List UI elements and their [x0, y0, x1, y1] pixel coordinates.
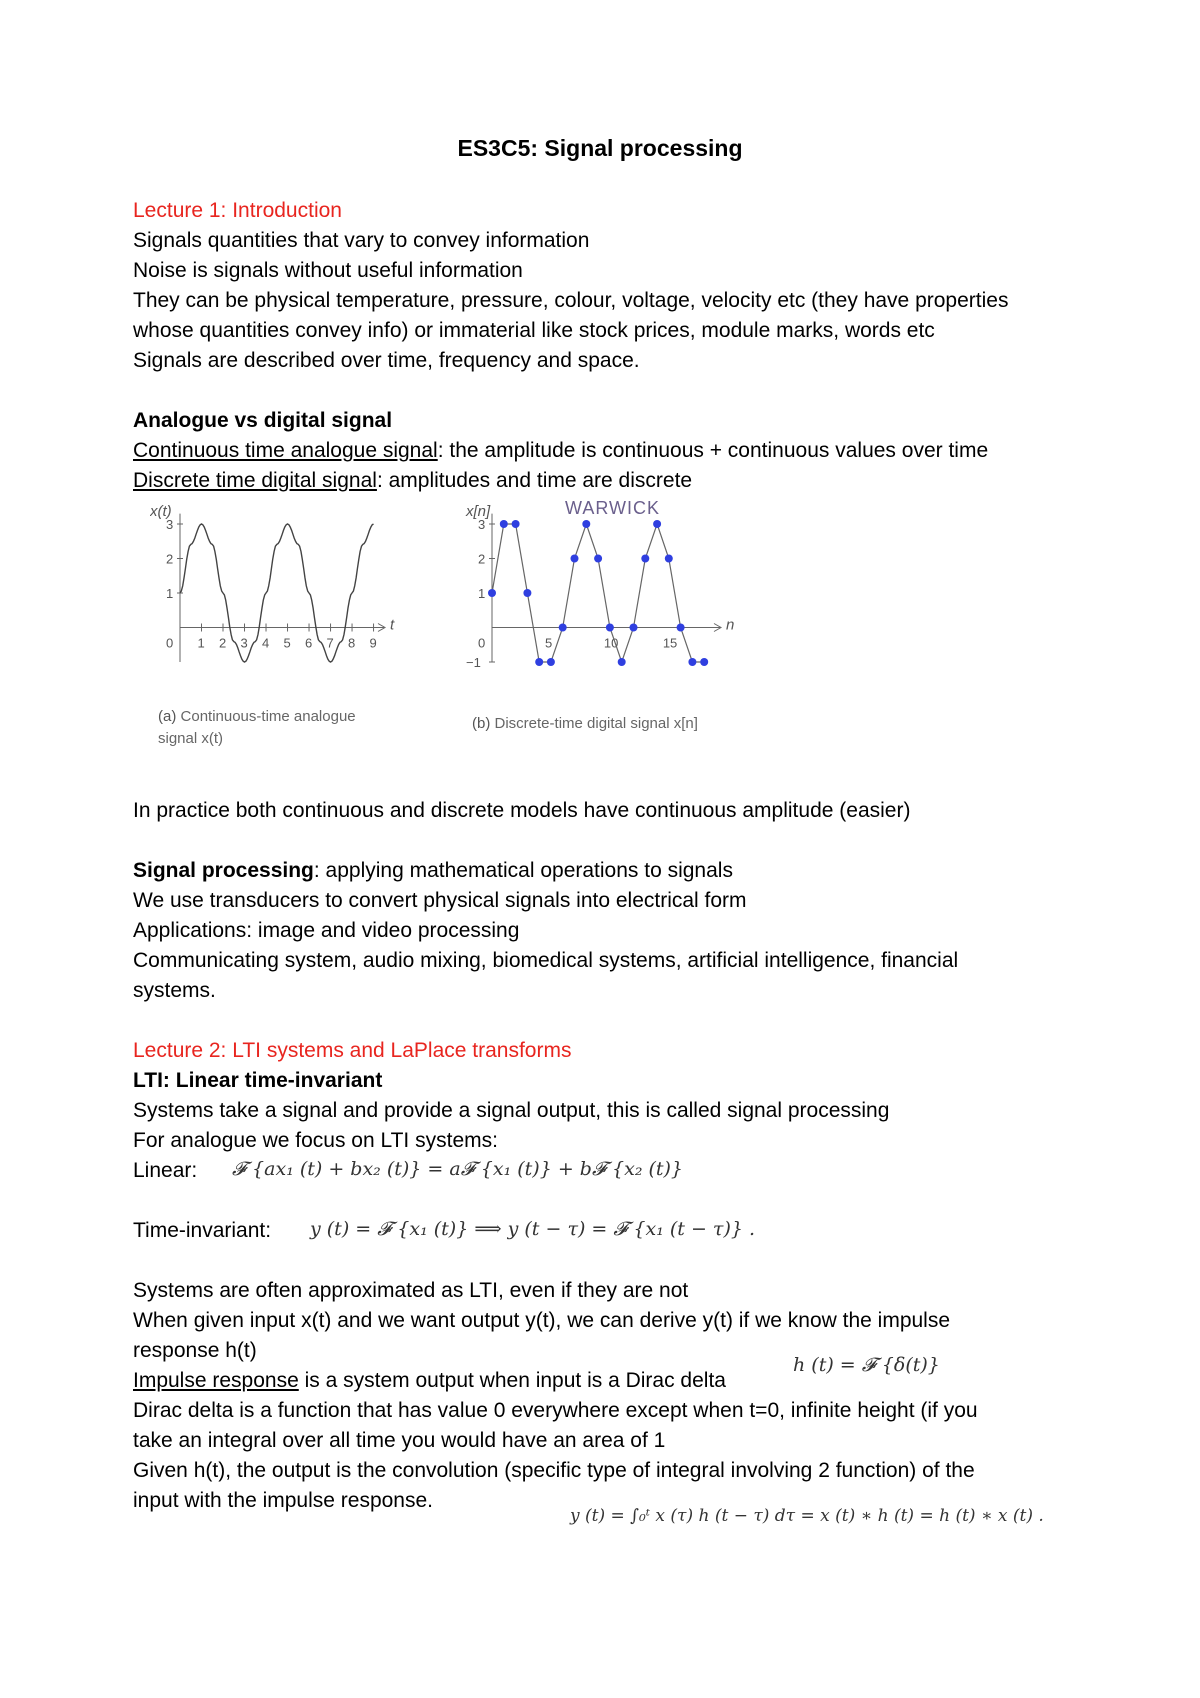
continuous-term: Continuous time analogue signal	[133, 439, 438, 462]
sp-line: Applications: image and video processing	[133, 919, 520, 942]
chart-a-xtick-label: 2	[219, 635, 227, 651]
document-title: ES3C5: Signal processing	[457, 135, 743, 161]
chart-a-xtick-label: 1	[197, 635, 205, 651]
convolution-equation: y (t) = ∫₀ᵗ x (τ) h (t − τ) dτ = x (t) ∗ h (t) = h (t) ∗ x (t) .	[570, 1506, 1044, 1526]
lecture1-line: whose quantities convey info) or immaterial like stock prices, module marks, words etc	[133, 319, 935, 342]
signal-figure	[150, 496, 790, 756]
chart-a-series-line	[180, 524, 374, 662]
sp-term: Signal processing	[133, 859, 314, 882]
chart-a	[150, 503, 395, 662]
lecture2-heading: Lecture 2: LTI systems and LaPlace transforms	[133, 1039, 572, 1062]
caption-a-line2: signal x(t)	[158, 730, 224, 747]
lecture2-line: response h(t)	[133, 1339, 257, 1362]
chart-b-xlabel: n	[726, 616, 735, 634]
chart-a-xtick-label: 9	[369, 635, 377, 651]
caption-a-text: Continuous-time analogue	[180, 708, 356, 725]
chart-a-ylabel: x(t)	[150, 503, 172, 520]
continuous-def: : the amplitude is continuous + continuous values over time	[437, 439, 989, 462]
sp-line: Communicating system, audio mixing, biomedical systems, artificial intelligence, financial	[133, 949, 959, 972]
chart-b-point	[512, 520, 520, 528]
chart-b-point	[535, 658, 543, 666]
chart-b-point	[606, 624, 614, 632]
lecture2-line: Systems are often approximated as LTI, even if they are not	[133, 1279, 689, 1302]
chart-b-point	[571, 555, 579, 563]
watermark: WARWICK	[565, 498, 660, 518]
lecture1-line: Noise is signals without useful information	[133, 259, 523, 282]
lecture1-line: They can be physical temperature, pressure, colour, voltage, velocity etc (they have properties	[133, 289, 1009, 312]
discrete-definition	[133, 466, 692, 496]
chart-a-xtick-label: 7	[326, 635, 334, 651]
chart-b-xtick-label: 10	[603, 635, 619, 651]
chart-b-ytick-label: −1	[466, 655, 481, 670]
signal-processing-definition	[133, 856, 733, 886]
chart-b-ytick-label: 2	[478, 551, 486, 567]
chart-b-xtick-label: 15	[662, 635, 678, 651]
discrete-def: : amplitudes and time are discrete	[376, 469, 693, 492]
chart-a-xlabel: t	[390, 616, 395, 634]
linear-label: Linear:	[133, 1159, 198, 1182]
practice-line: In practice both continuous and discrete models have continuous amplitude (easier)	[133, 799, 911, 822]
lti-heading: LTI: Linear time-invariant	[133, 1069, 383, 1092]
discrete-term: Discrete time digital signal	[133, 469, 377, 492]
caption-a-line1	[158, 708, 356, 725]
caption-b-tag: (b)	[472, 715, 491, 732]
chart-b-point	[653, 520, 661, 528]
chart-a-xtick-label: 5	[283, 635, 291, 651]
chart-a-ytick-label: 1	[166, 586, 174, 601]
chart-b-point	[630, 624, 638, 632]
chart-b-ytick-label: 1	[478, 586, 486, 601]
chart-b-point	[594, 555, 602, 563]
chart-b-xtick-label: 0	[478, 635, 486, 651]
chart-b-point	[618, 658, 626, 666]
chart-b-point	[523, 589, 531, 597]
chart-b-point	[677, 624, 685, 632]
lecture2-line: Dirac delta is a function that has value 0 everywhere except when t=0, infinite height (if you	[133, 1399, 978, 1422]
chart-a-xtick-label: 6	[305, 635, 313, 651]
sp-def: : applying mathematical operations to signals	[313, 859, 733, 882]
sp-line: systems.	[133, 979, 216, 1002]
caption-b	[472, 715, 698, 732]
chart-b-point	[488, 589, 496, 597]
chart-b-point	[547, 658, 555, 666]
caption-b-text: Discrete-time digital signal x[n]	[494, 715, 698, 732]
lecture2-line: Systems take a signal and provide a signal output, this is called signal processing	[133, 1099, 890, 1122]
analogue-heading: Analogue vs digital signal	[133, 409, 393, 432]
chart-a-xtick-label: 8	[348, 635, 356, 651]
chart-a-xtick-label: 4	[262, 635, 270, 651]
chart-b-point	[641, 555, 649, 563]
caption-a-tag: (a)	[158, 708, 177, 725]
chart-b-ytick-label: 3	[478, 517, 486, 532]
linear-equation: 𝓕 {ax₁ (t) + bx₂ (t)} = a𝓕 {x₁ (t)} + b𝓕 {x₂ (t)}	[232, 1158, 684, 1180]
lecture2-line: input with the impulse response.	[133, 1489, 433, 1512]
chart-b-ylabel: x[n]	[466, 503, 491, 520]
lecture1-line: Signals are described over time, frequency and space.	[133, 349, 640, 372]
lecture1-line: Signals quantities that vary to convey information	[133, 229, 590, 252]
chart-a-ytick-label: 3	[166, 517, 174, 532]
continuous-definition	[133, 436, 988, 466]
impulse-term: Impulse response	[133, 1369, 299, 1392]
chart-b-point	[665, 555, 673, 563]
impulse-def: is a system output when input is a Dirac delta	[298, 1369, 726, 1392]
time-invariant-equation: y (t) = 𝓕 {x₁ (t)} ⟹ y (t − τ) = 𝓕 {x₁ (t − τ)} .	[310, 1218, 756, 1240]
chart-b	[465, 503, 734, 670]
lecture1-heading: Lecture 1: Introduction	[133, 199, 342, 222]
chart-a-xtick-label: 3	[240, 635, 248, 651]
chart-b-point	[688, 658, 696, 666]
chart-b-point	[700, 658, 708, 666]
time-invariant-label: Time-invariant:	[133, 1219, 272, 1242]
lecture2-line: Given h(t), the output is the convolution (specific type of integral involving 2 function) of the	[133, 1459, 975, 1482]
lecture2-line: When given input x(t) and we want output y(t), we can derive y(t) if we know the impulse	[133, 1309, 951, 1332]
sp-line: We use transducers to convert physical signals into electrical form	[133, 889, 747, 912]
lecture2-line: For analogue we focus on LTI systems:	[133, 1129, 498, 1152]
chart-a-ytick-label: 2	[166, 551, 174, 567]
chart-b-point	[559, 624, 567, 632]
chart-b-xtick-label: 5	[544, 635, 553, 651]
impulse-equation: h (t) = 𝓕 {δ(t)}	[793, 1354, 940, 1376]
chart-a-xtick-label: 0	[166, 635, 174, 651]
chart-b-point	[500, 520, 508, 528]
lecture2-line: take an integral over all time you would have an area of 1	[133, 1429, 666, 1452]
impulse-definition	[133, 1366, 726, 1396]
chart-b-point	[582, 520, 590, 528]
